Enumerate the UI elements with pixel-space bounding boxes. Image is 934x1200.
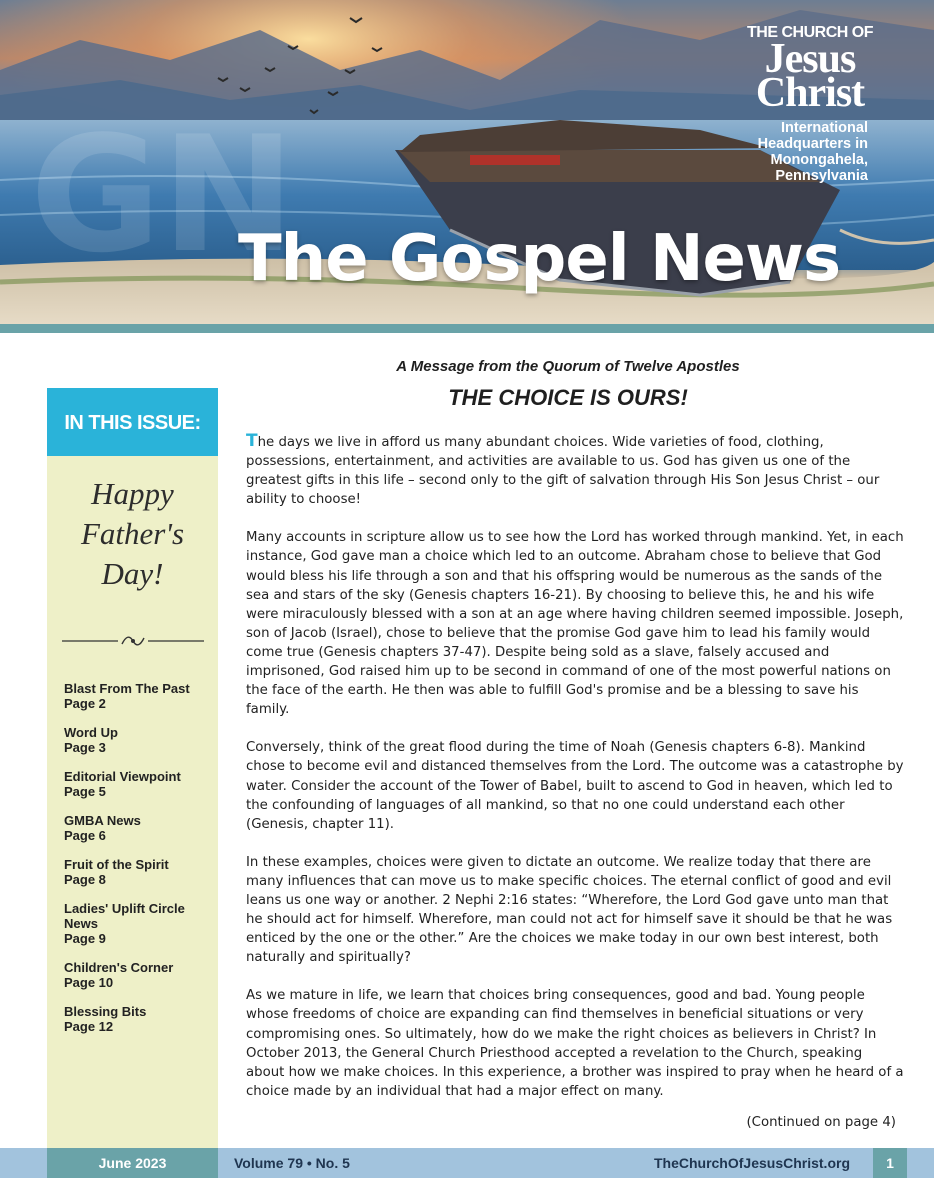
- toc-item[interactable]: [64, 901, 214, 946]
- toc-item-title: Blast From The Past: [64, 681, 190, 696]
- sidebar-heading: IN THIS ISSUE:: [64, 412, 201, 434]
- greeting-line: Happy: [91, 476, 174, 511]
- toc-item[interactable]: [64, 960, 214, 990]
- toc-item-page: Page 6: [64, 828, 106, 843]
- headquarters-note: [700, 120, 868, 184]
- toc-item[interactable]: [64, 813, 214, 843]
- hq-line: Headquarters in: [757, 136, 868, 152]
- toc-item[interactable]: [64, 681, 214, 711]
- continued-note: (Continued on page 4): [746, 1115, 896, 1130]
- toc-item-page: Page 5: [64, 784, 106, 799]
- toc-item-title: Blessing Bits: [64, 1004, 147, 1019]
- article-kicker: A Message from the Quorum of Twelve Apostles: [396, 358, 740, 375]
- hq-line: International: [780, 120, 868, 136]
- church-logo-line2: Jesus: [764, 36, 856, 82]
- toc-item-page: Page 8: [64, 872, 106, 887]
- toc-item-title: Ladies' Uplift Circle News: [64, 901, 185, 931]
- greeting-line: Day!: [101, 556, 164, 591]
- hq-line: Monongahela,: [770, 152, 868, 168]
- article-body: [246, 432, 904, 1120]
- paragraph-text: he days we live in afford us many abundant choices. Wide varieties of food, clothing, possessions, entertainment, and activities are available to us. God has given us one of the greatest gifts in this life – second only to the gift of salvation through His Son Jesus Christ – our ability to choose!: [246, 435, 880, 508]
- table-of-contents: [64, 681, 214, 1048]
- toc-item[interactable]: [64, 857, 214, 887]
- greeting-line: Father's: [80, 516, 185, 551]
- toc-item-title: GMBA News: [64, 813, 141, 828]
- toc-item-title: Children's Corner: [64, 960, 174, 975]
- toc-item-title: Word Up: [64, 725, 118, 740]
- header-divider: [0, 324, 934, 333]
- article-paragraph: [246, 432, 904, 509]
- article-paragraph: As we mature in life, we learn that choices bring consequences, good and bad. Young people whose freedoms of choice are expanding can find themselves in beneficial situations or very compromising ones. So ultimately, how do we make the right choices as believers in Christ? In October 2013, the General Church Priesthood accepted a revelation to the Church, speaking about how we make choices. In this experience, a brother was inspired to pray when he heard of a choice made by an individual that had a major effect on many.: [246, 988, 904, 1099]
- article-paragraph: In these examples, choices were given to dictate an outcome. We realize today that there are many influences that can move us to make specific choices. The eternal conflict of good and evil leans us one way or another. 2 Nephi 2:16 states: “Wherefore, the Lord God gave unto man that he should act for himself. Wherefore, man could not act for himself save it should be that he was enticed by the one or the other.” Are the choices we make today in our own best interest, both naturally and spiritually?: [246, 854, 893, 966]
- sidebar-heading-box: [47, 388, 218, 456]
- volume-number: Volume 79 • No. 5: [234, 1155, 350, 1171]
- drop-cap: T: [246, 431, 258, 451]
- article-headline: THE CHOICE IS OURS!: [448, 385, 688, 410]
- toc-item-page: Page 2: [64, 696, 106, 711]
- toc-item-title: Editorial Viewpoint: [64, 769, 181, 784]
- issue-date: June 2023: [98, 1155, 167, 1171]
- toc-item-page: Page 10: [64, 975, 114, 990]
- article-paragraph: Many accounts in scripture allow us to see how the Lord has worked through mankind. Yet, in each instance, God gave man a choice which led to an outcome. Abraham chose to believe that God would bless his life through a son and that his offspring would be numerous as the sands of the sea and stars of the sky (Genesis chapters 16-21). By choosing to believe this, he and his wife were miraculously blessed with a son at an age where having children seemed impossible. Joseph, son of Jacob (Israel), chose to believe that the promise God gave him to lead his family would come true (Genesis chapters 37-47). Despite being sold as a slave, falsely accused and imprisoned, God raised him up to be second in command of one of the most powerful nations on the face of the earth. He then was able to fulfill God's promise and be a blessing to save his family.: [246, 530, 904, 718]
- toc-item-title: Fruit of the Spirit: [64, 857, 169, 872]
- flourish-divider-icon: [62, 630, 204, 652]
- toc-item[interactable]: [64, 1004, 214, 1034]
- hq-line: Pennsylvania: [775, 168, 868, 184]
- church-logo-line1: THE CHURCH OF: [747, 24, 873, 41]
- masthead-banner: [0, 0, 934, 326]
- svg-text:GN: GN: [30, 101, 296, 288]
- toc-item[interactable]: [64, 725, 214, 755]
- church-logo-line3: Christ: [755, 70, 865, 116]
- page-number: 1: [886, 1155, 894, 1171]
- church-logo: [740, 24, 880, 116]
- toc-item[interactable]: [64, 769, 214, 799]
- newsletter-title: The Gospel News: [238, 222, 841, 296]
- website-link[interactable]: TheChurchOfJesusChrist.org: [653, 1155, 850, 1171]
- article-paragraph: Conversely, think of the great flood during the time of Noah (Genesis chapters 6-8). Mankind chose to become evil and distanced themselves from the Lord. The outcome was a catastrophe by water. Consider the account of the Tower of Babel, built to ascend to God in heaven, which led to the confounding of languages of all mankind, so that no one could understand each other (Genesis, chapter 11).: [246, 740, 904, 832]
- toc-item-page: Page 3: [64, 740, 106, 755]
- toc-item-page: Page 9: [64, 931, 106, 946]
- toc-item-page: Page 12: [64, 1019, 114, 1034]
- fathers-day-greeting: [47, 474, 218, 594]
